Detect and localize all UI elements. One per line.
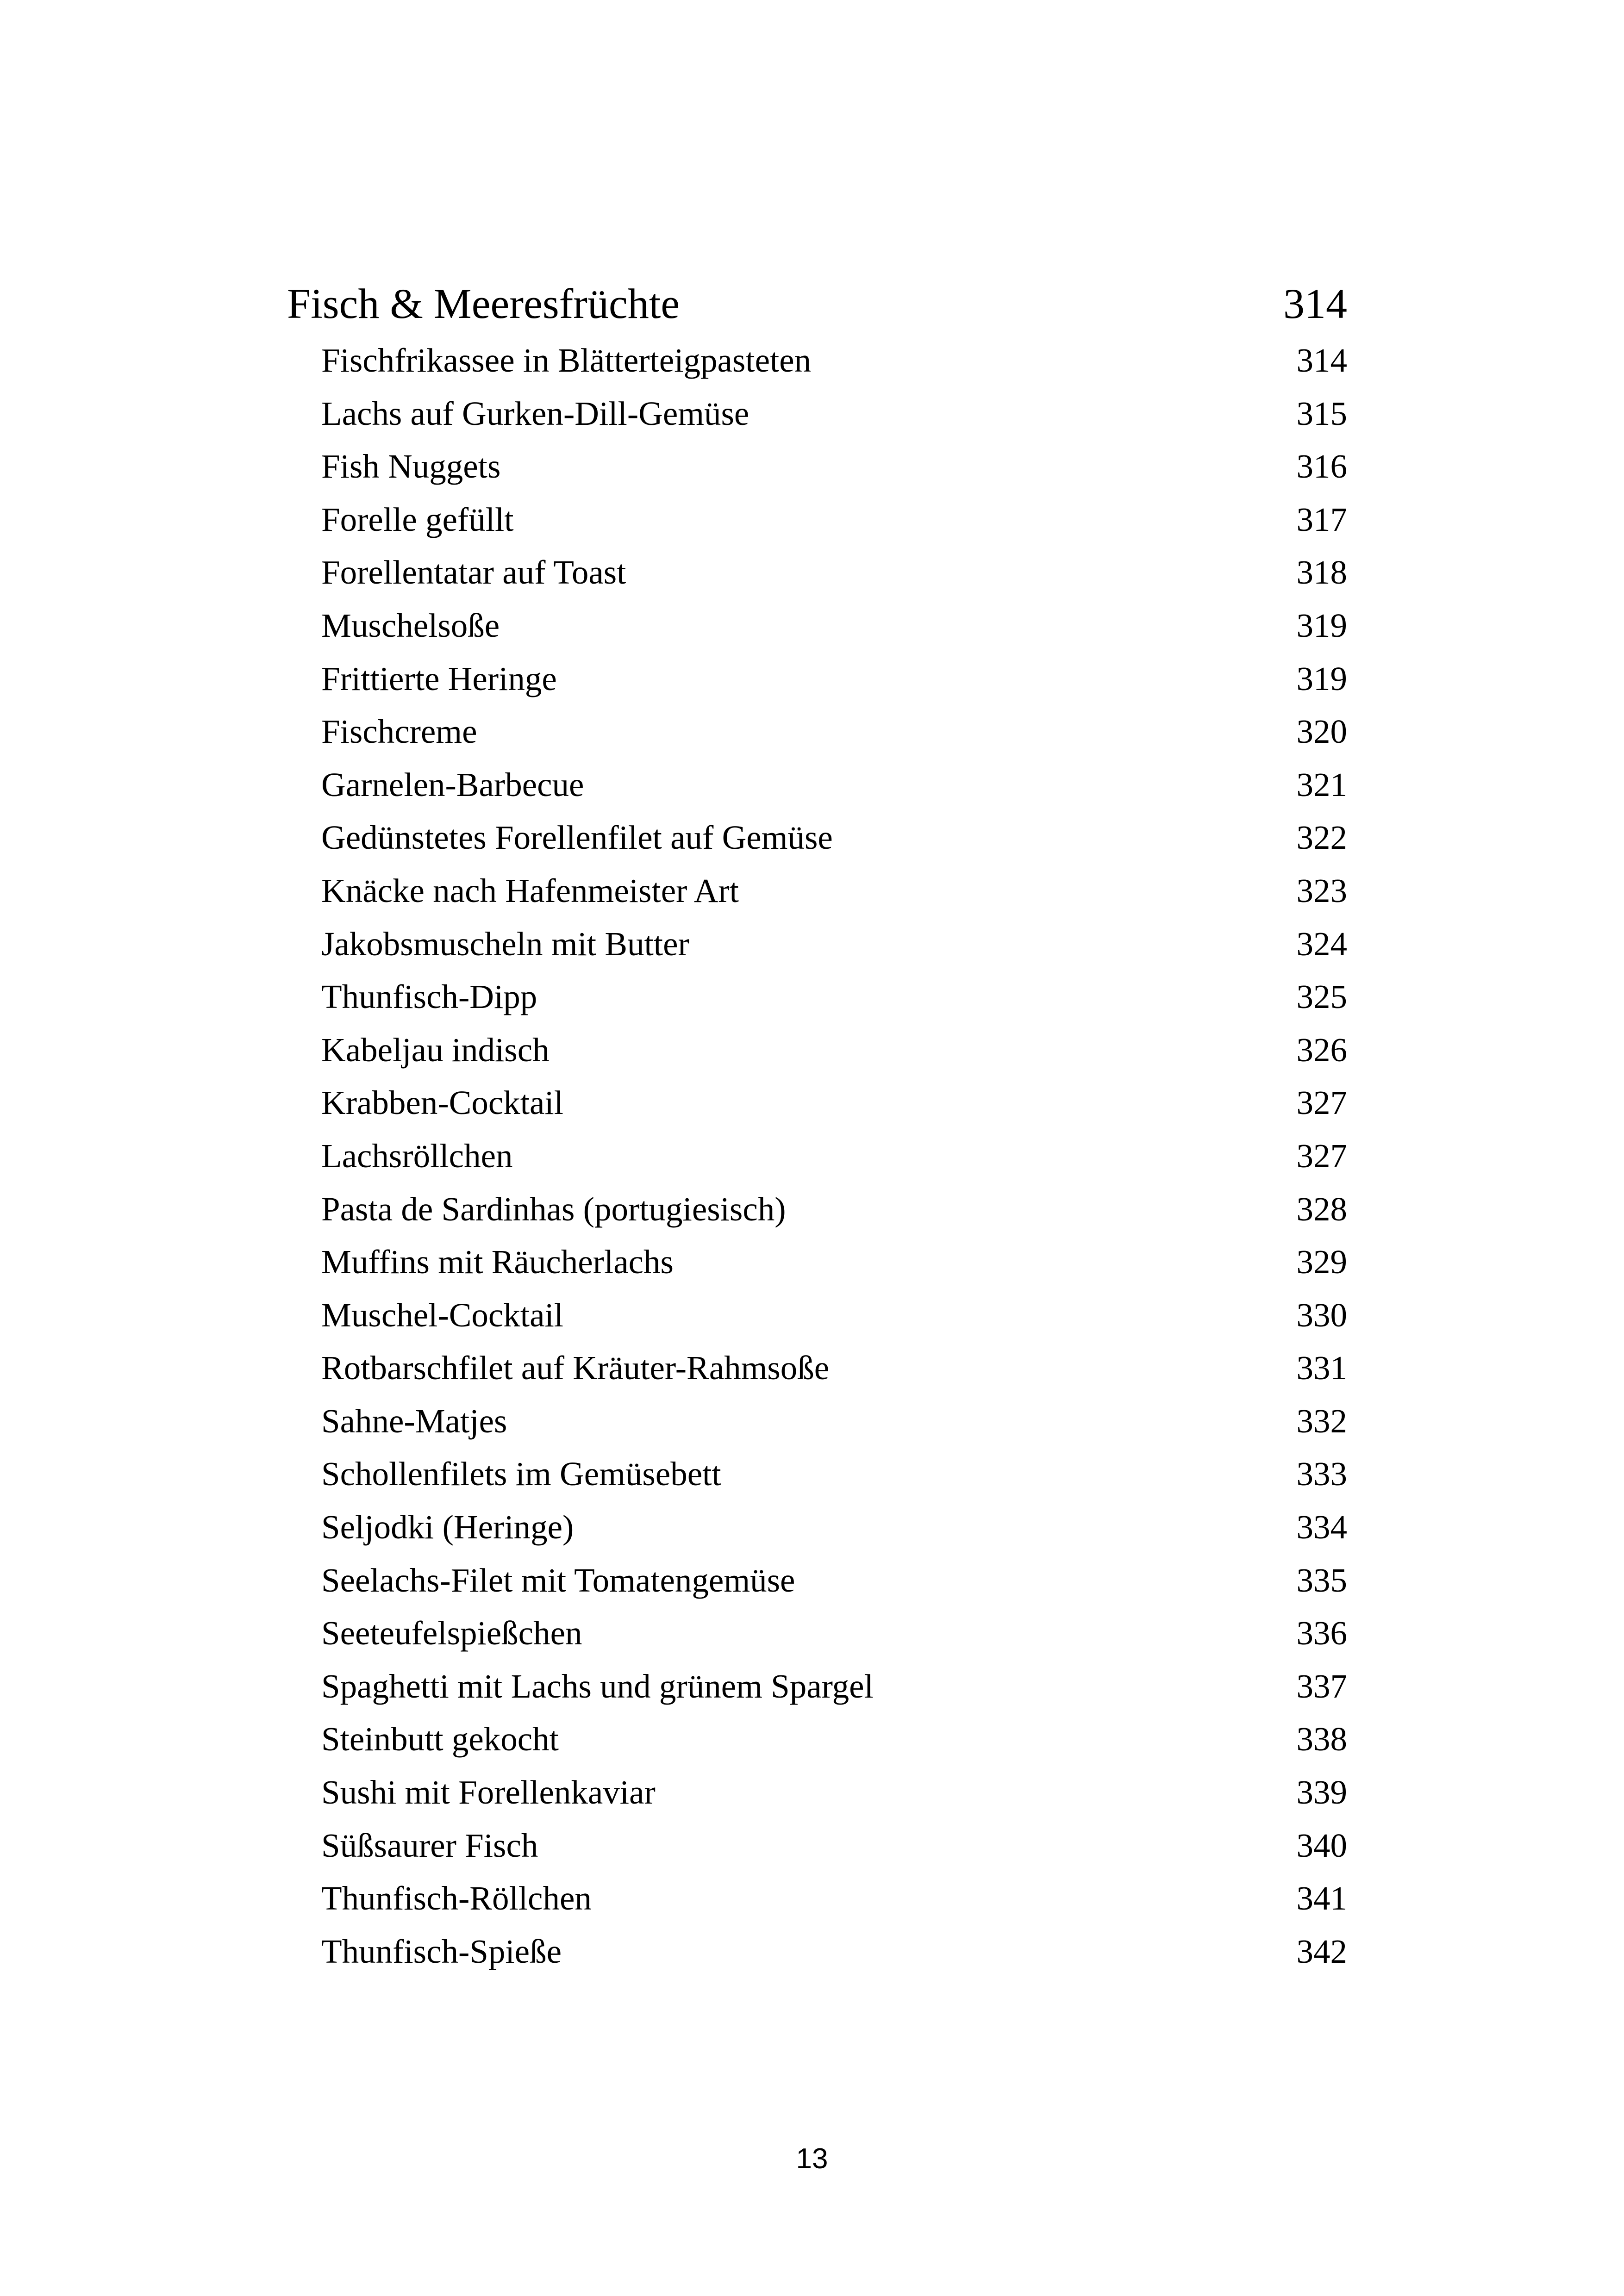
toc-entry: [287, 1289, 1347, 1342]
entry-page: 330: [1296, 1296, 1347, 1334]
entry-title: Fischfrikassee in Blätterteigpasteten: [321, 342, 812, 379]
entry-page: 340: [1296, 1826, 1347, 1864]
entry-title: Garnelen-Barbecue: [321, 765, 584, 803]
entry-page: 315: [1296, 394, 1347, 432]
entry-page: 331: [1296, 1349, 1347, 1387]
table-of-contents: [287, 273, 1347, 1978]
entry-page: 326: [1296, 1031, 1347, 1069]
entry-page: 338: [1296, 1720, 1347, 1758]
entry-page: 320: [1296, 713, 1347, 751]
entry-page: 336: [1296, 1614, 1347, 1652]
entry-title: Sushi mit Forellenkaviar: [321, 1773, 656, 1811]
toc-entry: [287, 1130, 1347, 1183]
entry-title: Muffins mit Räucherlachs: [321, 1243, 674, 1281]
toc-entry: [287, 440, 1347, 493]
entry-title: Fish Nuggets: [321, 448, 501, 485]
entry-page: 314: [1296, 342, 1347, 379]
entry-title: Süßsaurer Fisch: [321, 1826, 538, 1864]
entry-title: Frittierte Heringe: [321, 660, 557, 697]
entry-title: Knäcke nach Hafenmeister Art: [321, 871, 739, 909]
toc-entry: [287, 1766, 1347, 1819]
section-heading: [287, 273, 1347, 334]
toc-entry: [287, 705, 1347, 759]
entry-title: Gedünstetes Forellenfilet auf Gemüse: [321, 819, 833, 857]
entry-page: 335: [1296, 1561, 1347, 1599]
entry-page: 324: [1296, 925, 1347, 963]
entry-title: Seeteufelspießchen: [321, 1614, 582, 1652]
entry-title: Schollenfilets im Gemüsebett: [321, 1455, 721, 1493]
entry-page: 325: [1296, 978, 1347, 1016]
entry-page: 337: [1296, 1667, 1347, 1705]
entry-title: Pasta de Sardinhas (portugiesisch): [321, 1190, 786, 1228]
toc-entry: [287, 1448, 1347, 1501]
entry-title: Seelachs-Filet mit Tomatengemüse: [321, 1561, 795, 1599]
page-number: 13: [796, 2143, 828, 2175]
toc-entry: [287, 759, 1347, 812]
entry-title: Rotbarschfilet auf Kräuter-Rahmsoße: [321, 1349, 830, 1387]
entry-title: Thunfisch-Röllchen: [321, 1879, 592, 1917]
entry-page: 333: [1296, 1455, 1347, 1493]
entry-title: Lachs auf Gurken-Dill-Gemüse: [321, 394, 750, 432]
entry-title: Spaghetti mit Lachs und grünem Spargel: [321, 1667, 874, 1705]
toc-entry: [287, 653, 1347, 706]
toc-entry: [287, 811, 1347, 865]
entry-title: Sahne-Matjes: [321, 1402, 507, 1440]
entry-list: [287, 334, 1347, 1978]
toc-entry: [287, 1819, 1347, 1873]
toc-entry: [287, 971, 1347, 1024]
entry-title: Jakobsmuscheln mit Butter: [321, 925, 689, 963]
section-page: 314: [1283, 280, 1347, 327]
toc-entry: [287, 918, 1347, 971]
entry-title: Seljodki (Heringe): [321, 1508, 574, 1546]
toc-entry: [287, 865, 1347, 918]
section-title: Fisch & Meeresfrüchte: [287, 280, 680, 327]
toc-entry: [287, 1660, 1347, 1713]
toc-entry: [287, 1342, 1347, 1395]
toc-entry: [287, 1925, 1347, 1979]
toc-entry: [287, 493, 1347, 547]
entry-page: 323: [1296, 871, 1347, 909]
entry-title: Muschel-Cocktail: [321, 1296, 564, 1334]
entry-title: Thunfisch-Dipp: [321, 978, 537, 1016]
toc-entry: [287, 1236, 1347, 1289]
toc-entry: [287, 546, 1347, 599]
entry-title: Muschelsoße: [321, 606, 500, 644]
entry-page: 327: [1296, 1137, 1347, 1175]
toc-entry: [287, 387, 1347, 441]
entry-page: 329: [1296, 1243, 1347, 1281]
entry-title: Forellentatar auf Toast: [321, 554, 626, 591]
entry-page: 322: [1296, 819, 1347, 857]
entry-page: 334: [1296, 1508, 1347, 1546]
toc-entry: [287, 1501, 1347, 1554]
entry-title: Forelle gefüllt: [321, 500, 514, 538]
entry-title: Krabben-Cocktail: [321, 1084, 563, 1122]
entry-title: Thunfisch-Spieße: [321, 1932, 562, 1970]
entry-page: 339: [1296, 1773, 1347, 1811]
toc-entry: [287, 1713, 1347, 1766]
entry-page: 321: [1296, 765, 1347, 803]
toc-entry: [287, 599, 1347, 653]
entry-page: 328: [1296, 1190, 1347, 1228]
entry-title: Fischcreme: [321, 713, 477, 751]
entry-page: 318: [1296, 554, 1347, 591]
toc-entry: [287, 1076, 1347, 1130]
entry-page: 327: [1296, 1084, 1347, 1122]
toc-entry: [287, 1024, 1347, 1077]
entry-title: Steinbutt gekocht: [321, 1720, 559, 1758]
toc-entry: [287, 1554, 1347, 1607]
toc-entry: [287, 1872, 1347, 1925]
entry-page: 319: [1296, 606, 1347, 644]
toc-entry: [287, 1607, 1347, 1660]
entry-page: 341: [1296, 1879, 1347, 1917]
entry-page: 317: [1296, 500, 1347, 538]
entry-page: 316: [1296, 448, 1347, 485]
entry-page: 342: [1296, 1932, 1347, 1970]
entry-title: Lachsröllchen: [321, 1137, 513, 1175]
entry-page: 319: [1296, 660, 1347, 697]
toc-entry: [287, 334, 1347, 387]
toc-entry: [287, 1395, 1347, 1448]
entry-title: Kabeljau indisch: [321, 1031, 550, 1069]
entry-page: 332: [1296, 1402, 1347, 1440]
toc-entry: [287, 1183, 1347, 1236]
